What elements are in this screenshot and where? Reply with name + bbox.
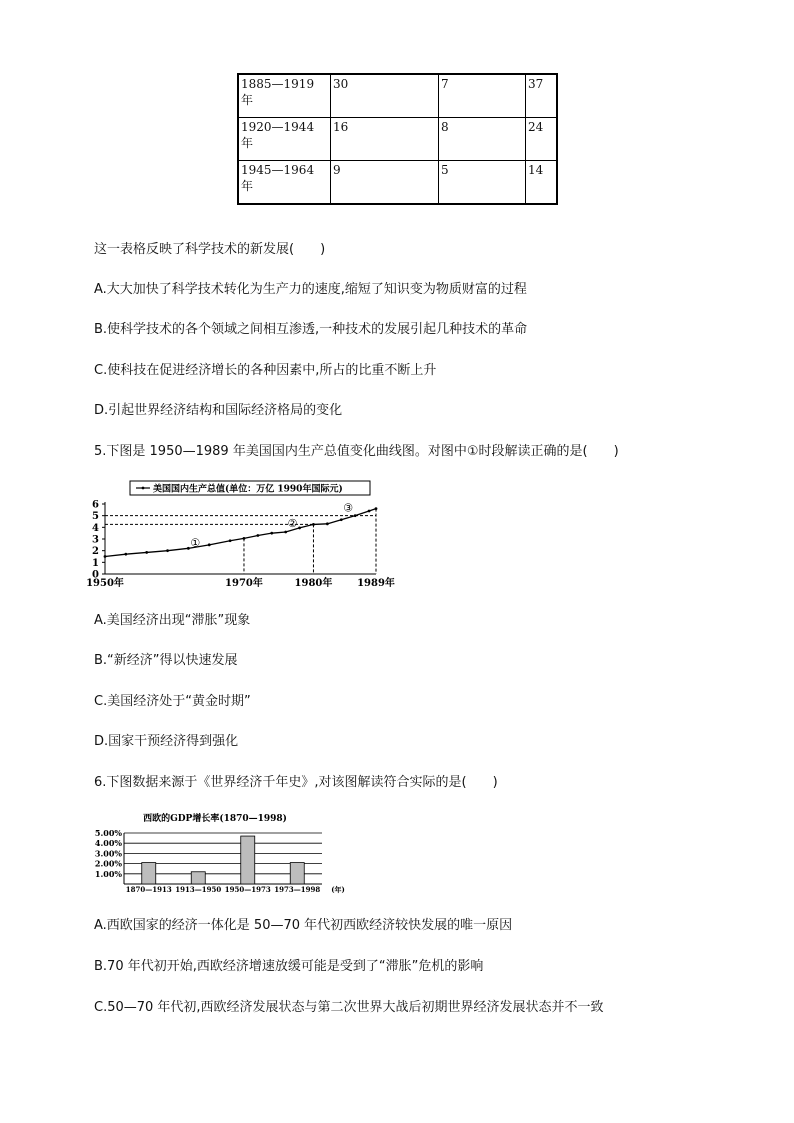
chart-guides (105, 509, 376, 574)
table-cell: 1920—1944 年 (238, 118, 331, 161)
option-c: C.使科技在促进经济增长的各种因素中,所占的比重不断上升 (94, 363, 437, 378)
x-tick-label: 1973—1998 (274, 885, 321, 894)
x-unit-label: (年) (331, 885, 345, 894)
table-cell: 24 (526, 118, 558, 161)
option-a: A.大大加快了科学技术转化为生产力的速度,缩短了知识变为物质财富的过程 (94, 282, 527, 297)
x-tick-label: 1870—1913 (125, 885, 172, 894)
table-cell: 8 (439, 118, 526, 161)
chart-labels (86, 500, 395, 590)
annotation-label: ② (287, 517, 298, 531)
data-point (368, 510, 371, 513)
option-d: D.引起世界经济结构和国际经济格局的变化 (94, 403, 343, 418)
option-a: A.美国经济出现“滞胀”现象 (94, 613, 251, 628)
option-b: B.“新经济”得以快速发展 (94, 653, 238, 668)
data-point (256, 534, 259, 537)
option-a: A.西欧国家的经济一体化是 50—70 年代初西欧经济较快发展的唯一原因 (94, 918, 513, 933)
chart-title: 西欧的GDP增长率(1870—1998) (143, 814, 287, 824)
annotation-label: ③ (343, 501, 354, 515)
bar (241, 836, 255, 884)
data-point (270, 532, 273, 535)
table-cell: 5 (439, 161, 526, 205)
table-row (238, 118, 557, 161)
data-table (237, 73, 558, 205)
table-cell: 14 (526, 161, 558, 205)
y-tick-label: 5 (92, 511, 99, 523)
data-point (298, 527, 301, 530)
question-stem: 6.下图数据来源于《世界经济千年史》,对该图解读符合实际的是( ) (94, 775, 498, 790)
x-tick-label: 1989年 (357, 578, 395, 589)
table-cell: 1945—1964 年 (238, 161, 331, 205)
table-cell: 16 (331, 118, 439, 161)
data-point (208, 543, 211, 546)
x-tick-label: 1950—1973 (224, 885, 271, 894)
question-stem: 这一表格反映了科学技术的新发展( ) (94, 242, 326, 257)
data-point (104, 555, 107, 558)
option-b: B.使科学技术的各个领域之间相互渗透,一种技术的发展引起几种技术的革命 (94, 322, 528, 337)
chart-axes (102, 502, 376, 574)
data-point (354, 514, 357, 517)
data-point (340, 518, 343, 521)
x-tick-label: 1980年 (294, 578, 333, 589)
legend-swatch-marker (142, 487, 145, 490)
us-gdp-line-chart (86, 478, 400, 593)
option-d: D.国家干预经济得到强化 (94, 734, 239, 749)
option-b: B.70 年代初开始,西欧经济增速放缓可能是受到了“滞胀”危机的影响 (94, 959, 484, 974)
table-cell: 7 (439, 74, 526, 118)
data-point (243, 537, 246, 540)
x-tick-label: 1913—1950 (175, 885, 222, 894)
x-tick-label: 1970年 (225, 578, 263, 589)
data-point (229, 539, 232, 542)
y-tick-label: 4 (92, 522, 99, 534)
we-gdp-bar-chart (90, 808, 355, 898)
y-tick-label: 1 (92, 557, 99, 569)
y-tick-label: 2.00% (94, 858, 122, 869)
data-point (166, 549, 169, 552)
table-cell: 30 (331, 74, 439, 118)
x-tick-label: 1950年 (86, 578, 124, 589)
option-c: C.50—70 年代初,西欧经济发展状态与第二次世界大战后初期世界经济发展状态并不一致 (94, 1000, 604, 1015)
y-tick-label: 3.00% (94, 848, 122, 859)
table-cell: 1885—1919 年 (238, 74, 331, 118)
bar (290, 863, 304, 884)
option-c: C.美国经济处于“黄金时期” (94, 694, 251, 709)
annotation-label: ① (190, 536, 201, 550)
bar (191, 872, 205, 884)
table-cell: 9 (331, 161, 439, 205)
y-tick-label: 2 (92, 546, 99, 558)
data-point (124, 553, 127, 556)
data-point (187, 547, 190, 550)
y-tick-label: 1.00% (94, 868, 122, 879)
bar (142, 863, 156, 884)
chart-series (104, 507, 378, 558)
table-cell: 37 (526, 74, 558, 118)
chart-legend (130, 481, 370, 495)
table-row (238, 161, 557, 205)
table-row (238, 74, 557, 118)
y-tick-label: 5.00% (94, 828, 122, 838)
data-point (145, 551, 148, 554)
question-stem: 5.下图是 1950—1989 年美国国内生产总值变化曲线图。对图中①时段解读正确的是( ) (94, 444, 619, 459)
legend-label: 美国国内生产总值(单位：万亿 1990年国际元) (153, 484, 343, 495)
y-tick-label: 0 (92, 569, 99, 581)
data-point (326, 522, 329, 525)
data-point (375, 507, 378, 510)
y-tick-label: 4.00% (94, 838, 122, 849)
y-tick-label: 3 (92, 534, 99, 546)
y-tick-label: 6 (92, 499, 99, 511)
data-point (312, 523, 315, 526)
data-point (284, 531, 287, 534)
